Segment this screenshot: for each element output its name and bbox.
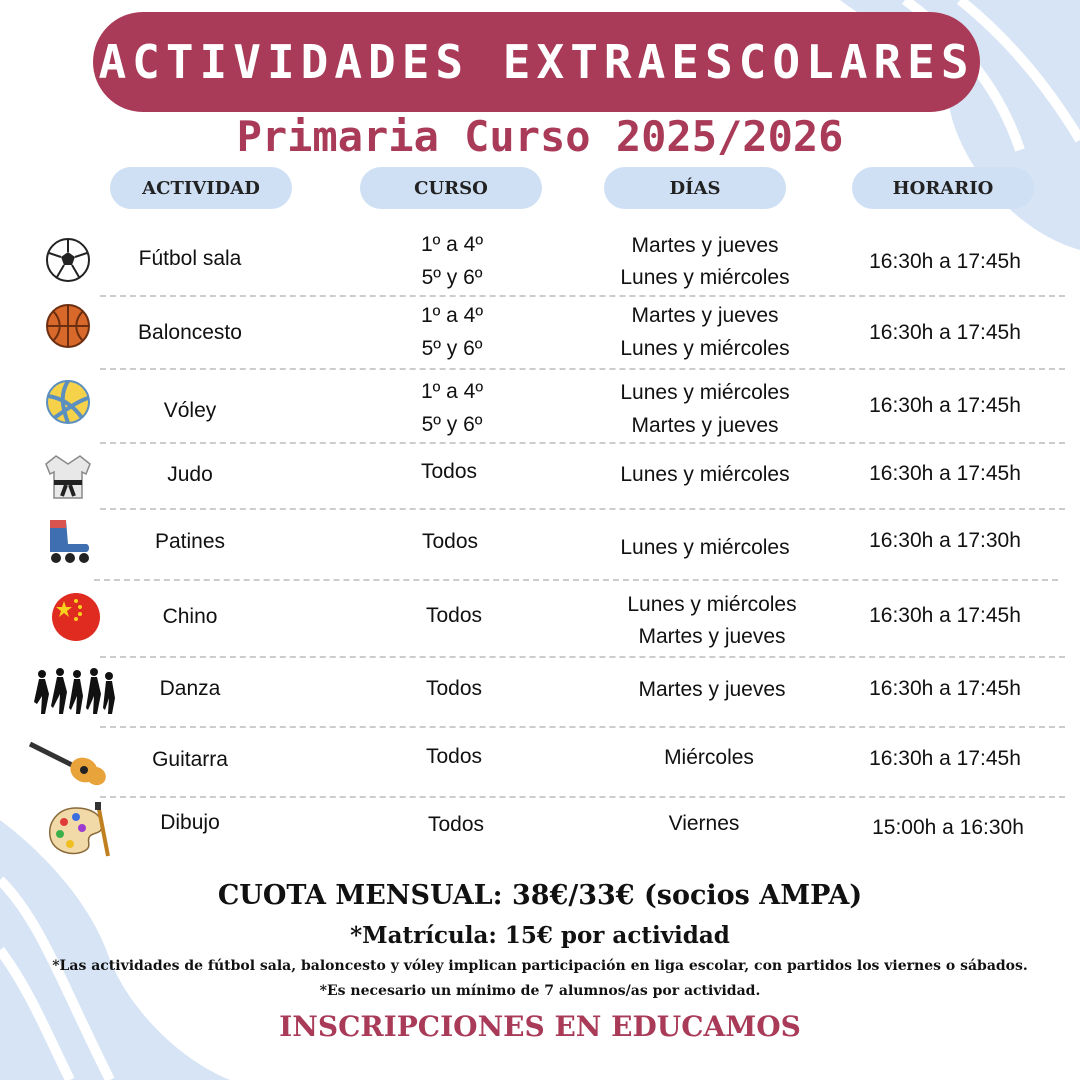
row-divider <box>100 726 1065 728</box>
days-line: Martes y jueves <box>638 625 786 648</box>
course-line: 1º a 4º <box>420 304 484 327</box>
monthly-fee: CUOTA MENSUAL: 38€/33€ (socios AMPA) <box>217 880 863 911</box>
days-line: Martes y jueves <box>638 678 786 701</box>
activity-name: Guitarra <box>152 748 228 771</box>
schedule-time: 16:30h a 17:45h <box>869 250 1021 273</box>
registration-call-to-action: INSCRIPCIONES EN EDUCAMOS <box>279 1010 801 1043</box>
course-line: 1º a 4º <box>420 380 484 403</box>
volleyball-icon <box>42 376 94 428</box>
roller-skate-icon <box>42 514 94 566</box>
course-line: 1º a 4º <box>420 233 484 256</box>
dancers-icon <box>33 664 115 716</box>
judo-gi-icon <box>42 450 94 502</box>
activity-name: Chino <box>162 605 218 628</box>
enrollment-fee: *Matrícula: 15€ por actividad <box>350 922 730 949</box>
china-flag-icon <box>50 591 102 643</box>
course-line: Todos <box>421 530 479 553</box>
minimum-students-note: *Es necesario un mínimo de 7 alumnos/as por actividad. <box>319 983 761 999</box>
row-divider <box>100 295 1065 297</box>
days-line: Miércoles <box>664 746 754 769</box>
basketball-icon <box>42 300 94 352</box>
page-title: ACTIVIDADES EXTRAESCOLARES <box>98 35 975 89</box>
soccer-ball-icon <box>42 234 94 286</box>
activity-name: Judo <box>167 463 213 486</box>
schedule-time: 16:30h a 17:45h <box>869 394 1021 417</box>
row-divider <box>100 442 1065 444</box>
course-line: 5º y 6º <box>421 337 483 360</box>
days-line: Lunes y miércoles <box>620 463 790 486</box>
row-divider <box>100 656 1065 658</box>
activity-name: Danza <box>159 677 221 700</box>
course-line: Todos <box>425 677 483 700</box>
league-note: *Las actividades de fútbol sala, baloncesto y vóley implican participación en liga escolar, con partidos los viernes o sábados. <box>52 958 1028 974</box>
activity-name: Vóley <box>163 399 217 422</box>
course-line: Todos <box>425 604 483 627</box>
course-line: 5º y 6º <box>421 413 483 436</box>
row-divider <box>100 368 1065 370</box>
schedule-time: 16:30h a 17:45h <box>869 321 1021 344</box>
schedule-time: 16:30h a 17:45h <box>869 462 1021 485</box>
days-line: Lunes y miércoles <box>620 536 790 559</box>
course-line: Todos <box>427 813 485 836</box>
activity-name: Patines <box>154 530 226 553</box>
activity-name: Dibujo <box>160 811 220 834</box>
days-line: Martes y jueves <box>631 414 779 437</box>
days-line: Martes y jueves <box>631 304 779 327</box>
header-days: DÍAS <box>604 167 786 209</box>
header-course: CURSO <box>360 167 542 209</box>
row-divider <box>94 579 1058 581</box>
page-subtitle: Primaria Curso 2025/2026 <box>236 112 844 161</box>
schedule-time: 16:30h a 17:45h <box>869 677 1021 700</box>
days-line: Viernes <box>668 812 740 835</box>
schedule-time: 15:00h a 16:30h <box>872 816 1024 839</box>
days-line: Martes y jueves <box>631 234 779 257</box>
activity-name: Baloncesto <box>138 321 242 344</box>
guitar-icon <box>28 740 108 788</box>
days-line: Lunes y miércoles <box>620 381 790 404</box>
days-line: Lunes y miércoles <box>627 593 797 616</box>
course-line: 5º y 6º <box>421 266 483 289</box>
course-line: Todos <box>420 460 478 483</box>
schedule-time: 16:30h a 17:30h <box>869 529 1021 552</box>
activity-name: Fútbol sala <box>138 247 242 270</box>
row-divider <box>100 796 1065 798</box>
paint-palette-icon <box>46 800 112 860</box>
days-line: Lunes y miércoles <box>620 266 790 289</box>
schedule-time: 16:30h a 17:45h <box>869 604 1021 627</box>
course-line: Todos <box>425 745 483 768</box>
schedule-time: 16:30h a 17:45h <box>869 747 1021 770</box>
header-time: HORARIO <box>852 167 1034 209</box>
days-line: Lunes y miércoles <box>620 337 790 360</box>
header-activity: ACTIVIDAD <box>110 167 292 209</box>
row-divider <box>100 508 1065 510</box>
